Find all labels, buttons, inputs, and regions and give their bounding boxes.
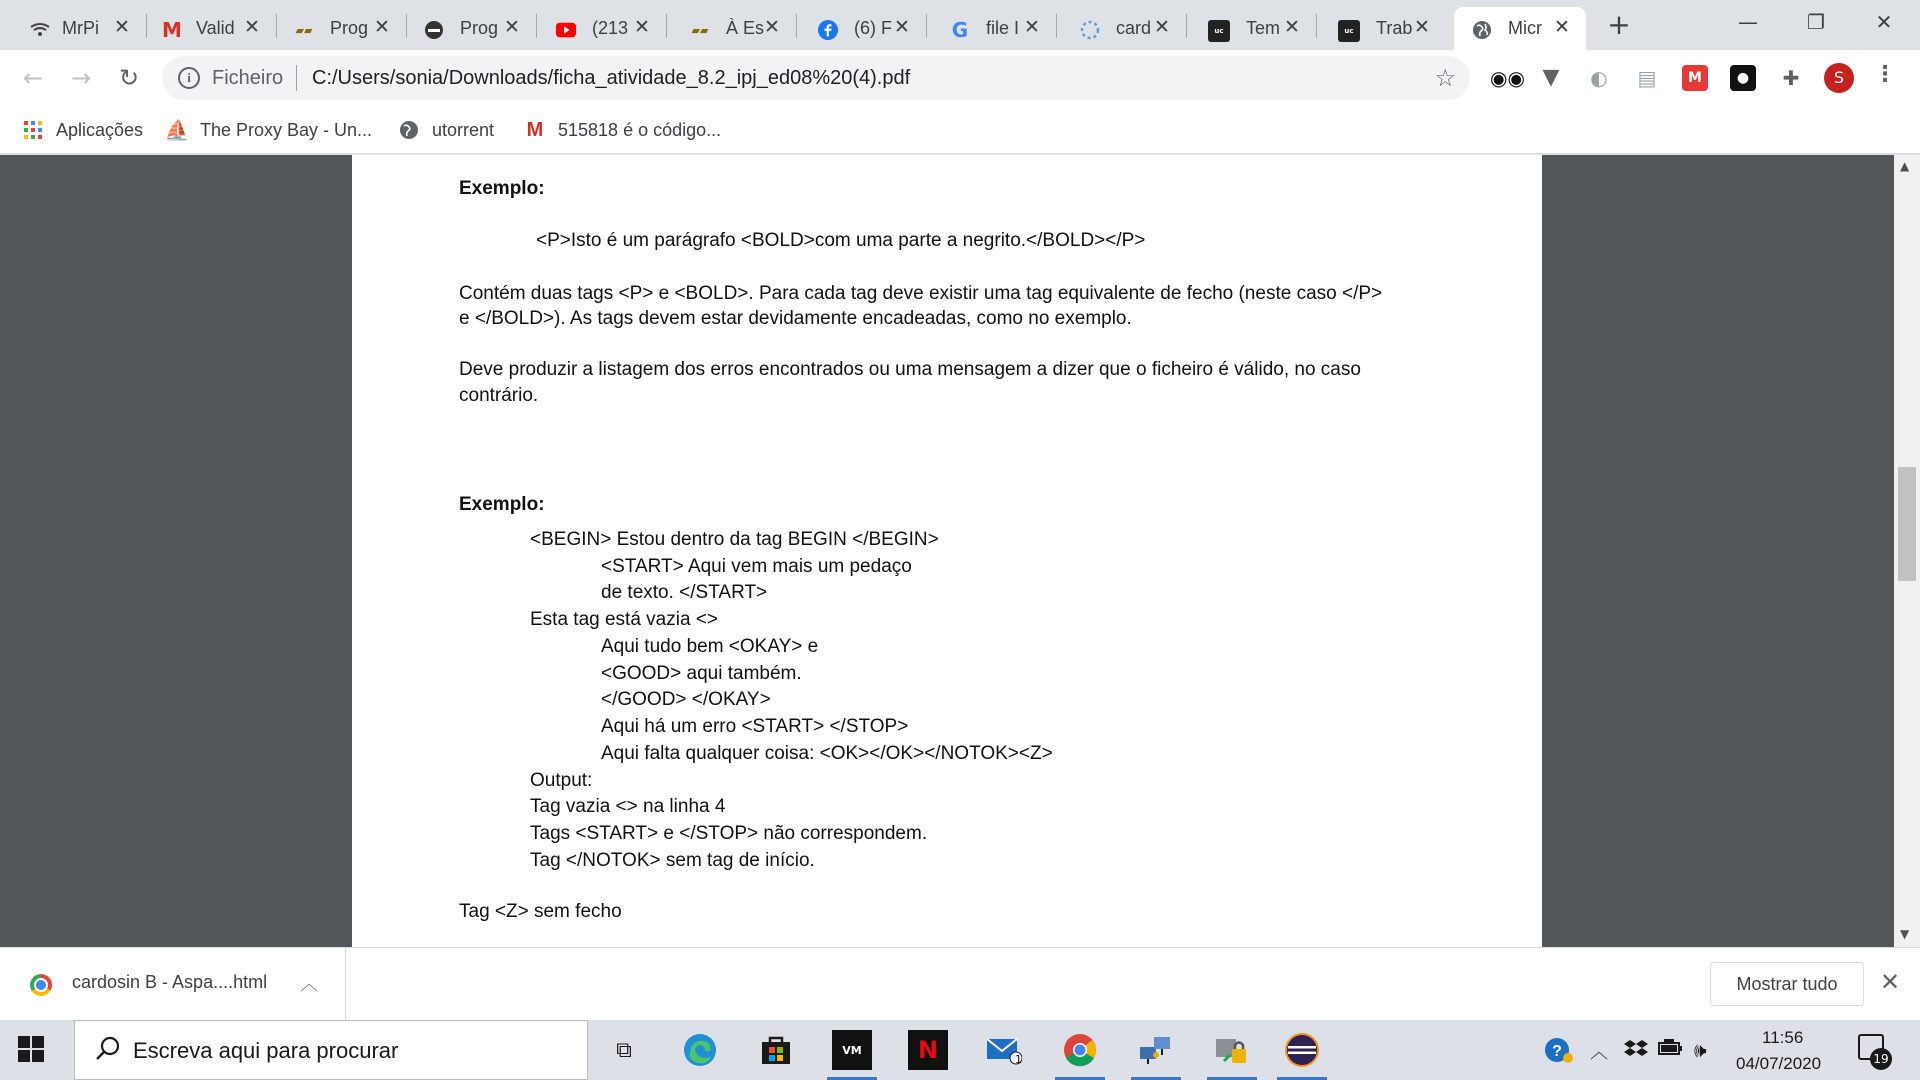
- bookmark-utorrent[interactable]: [398, 116, 494, 144]
- example-line: Aqui há um erro <START> </STOP>: [601, 716, 909, 737]
- bookmark-label: Aplicações: [56, 119, 144, 140]
- apps-grid-icon: [22, 119, 44, 141]
- bookmark-star-icon[interactable]: ☆: [1434, 64, 1456, 92]
- tab-title: À Es: [726, 18, 765, 38]
- notification-count: 19: [1870, 1048, 1892, 1070]
- uc-icon: uc: [1208, 20, 1230, 42]
- tab-title: Prog: [460, 18, 499, 38]
- filter-extension-icon[interactable]: ▼: [1538, 65, 1564, 91]
- tab-active-pdf[interactable]: [1454, 7, 1586, 50]
- download-file-name: cardosin B - Aspa....html: [72, 972, 268, 992]
- gmail-icon: M: [162, 18, 182, 42]
- close-window-button[interactable]: ✕: [1875, 10, 1893, 34]
- address-bar[interactable]: [162, 56, 1470, 100]
- tab-title: Valid: [196, 18, 235, 38]
- back-button[interactable]: ←: [22, 64, 44, 92]
- example-line: </GOOD> </OKAY>: [601, 689, 771, 710]
- document-extension-icon[interactable]: ▤: [1634, 65, 1660, 91]
- volume-icon[interactable]: 🕪: [1694, 1038, 1707, 1062]
- chevron-up-icon[interactable]: ︿: [300, 974, 318, 995]
- circle-extension-icon[interactable]: ◐: [1586, 65, 1612, 91]
- close-icon[interactable]: ✕: [1554, 16, 1570, 38]
- mail-badge: 1: [1015, 1053, 1022, 1066]
- chrome-icon[interactable]: [1060, 1030, 1100, 1070]
- example-line: <BEGIN> Estou dentro da tag BEGIN </BEGIN>: [530, 529, 939, 550]
- tab-title: Tem: [1246, 18, 1281, 38]
- store-icon[interactable]: [756, 1030, 796, 1070]
- loading-icon: [1080, 20, 1100, 40]
- tab-facebook[interactable]: [796, 7, 926, 50]
- eclipse-icon[interactable]: [1282, 1030, 1322, 1070]
- tab-title: file I: [986, 18, 1020, 38]
- code-line: <P>Isto é um parágrafo <BOLD>com uma parte a negrito.</BOLD></P>: [536, 230, 1146, 251]
- bookmarks-bar: [0, 106, 1920, 154]
- vertical-scrollbar[interactable]: [1894, 155, 1920, 947]
- paragraph-line: Contém duas tags <P> e <BOLD>. Para cada tag deve existir uma tag equivalente de fecho (neste caso </P>: [459, 283, 1383, 304]
- url-text[interactable]: C:/Users/sonia/Downloads/ficha_atividade_8.2_ipj_ed08%20(4).pdf: [312, 67, 911, 89]
- chrome-icon: [30, 974, 52, 996]
- reload-button[interactable]: ↻: [118, 64, 140, 92]
- maximize-button[interactable]: ❐: [1807, 10, 1825, 34]
- eyes-extension-icon[interactable]: ◉◉: [1490, 66, 1525, 90]
- tab-prog-1[interactable]: [276, 7, 406, 50]
- example-line: Aqui tudo bem <OKAY> e: [601, 636, 819, 657]
- globe-icon: [1472, 20, 1492, 40]
- edge-icon[interactable]: [680, 1030, 720, 1070]
- search-icon: [95, 1036, 121, 1069]
- taskbar-search-input[interactable]: [74, 1020, 588, 1080]
- gmail-icon: M: [526, 118, 544, 141]
- tab-title: Micr: [1508, 18, 1542, 38]
- tab-gmail-valid[interactable]: [146, 7, 276, 50]
- download-shelf: [0, 947, 1920, 1020]
- heading: Exemplo:: [459, 494, 545, 515]
- tab-trab[interactable]: [1316, 7, 1446, 50]
- bookmark-proxy-bay[interactable]: [166, 116, 372, 144]
- windows-taskbar: [0, 1020, 1920, 1080]
- scroll-up-icon[interactable]: ▲: [1900, 159, 1910, 173]
- tab-title: card: [1116, 18, 1152, 38]
- battery-icon[interactable]: [1658, 1038, 1684, 1063]
- tab-title: (6) F: [854, 18, 892, 38]
- close-icon[interactable]: ✕: [1284, 16, 1300, 38]
- keyhole-extension-icon[interactable]: ●: [1730, 65, 1756, 91]
- clock-date[interactable]: 04/07/2020: [1736, 1054, 1822, 1073]
- close-icon[interactable]: ✕: [634, 16, 650, 38]
- tab-strip: [0, 0, 1920, 50]
- close-icon[interactable]: ✕: [894, 16, 910, 38]
- new-tab-button[interactable]: +: [1607, 8, 1631, 41]
- toolbar: [0, 50, 1920, 106]
- close-icon[interactable]: ✕: [1154, 16, 1170, 38]
- tab-title: Trab: [1376, 18, 1413, 38]
- pdf-page: [352, 155, 1542, 947]
- windows-start-button[interactable]: [18, 1036, 44, 1062]
- close-icon[interactable]: ✕: [114, 16, 130, 38]
- close-icon[interactable]: ✕: [1880, 968, 1901, 996]
- tab-a-es[interactable]: [666, 7, 796, 50]
- close-icon[interactable]: ✕: [244, 16, 260, 38]
- divider: [296, 65, 297, 91]
- download-item[interactable]: [0, 948, 346, 1021]
- bookmark-label: 515818 é o código...: [558, 119, 722, 140]
- close-icon[interactable]: ✕: [764, 16, 780, 38]
- tab-cardosin[interactable]: [1056, 7, 1186, 50]
- show-all-button[interactable]: Mostrar tudo: [1710, 962, 1864, 1006]
- bookmark-label: utorrent: [432, 119, 495, 140]
- network-computers-icon[interactable]: [1136, 1030, 1176, 1070]
- close-icon[interactable]: ✕: [1024, 16, 1040, 38]
- tab-tem[interactable]: [1186, 7, 1316, 50]
- help-badge-icon[interactable]: [1544, 1036, 1574, 1069]
- tab-title: Prog: [330, 18, 369, 38]
- tab-mrpi[interactable]: [0, 7, 146, 50]
- example-line: Aqui falta qualquer coisa: <OK></OK></NOTOK><Z>: [601, 743, 1053, 764]
- example-line: Esta tag está vazia <>: [530, 609, 719, 630]
- example-line: Tags <START> e </STOP> não correspondem.: [530, 823, 928, 844]
- close-icon[interactable]: ✕: [1414, 16, 1430, 38]
- forward-button[interactable]: →: [70, 64, 92, 92]
- ue-logo-icon: ▰▰: [295, 23, 313, 37]
- mail-icon[interactable]: [984, 1030, 1024, 1070]
- netflix-icon[interactable]: N: [908, 1030, 948, 1070]
- tab-google-file[interactable]: [926, 7, 1056, 50]
- face-icon: [424, 20, 444, 40]
- bookmark-gmail-code[interactable]: [524, 116, 721, 144]
- youtube-icon: [556, 20, 576, 40]
- heading: Exemplo:: [459, 178, 545, 199]
- globe-icon: [398, 119, 420, 141]
- wifi-icon: [30, 20, 50, 40]
- paragraph-line: Deve produzir a listagem dos erros encontrados ou uma mensagem a dizer que o ficheiro é válido, no caso: [459, 359, 1361, 380]
- tab-youtube[interactable]: [536, 7, 666, 50]
- paragraph-line: Tag <Z> sem fecho: [459, 901, 622, 922]
- bookmark-apps[interactable]: [22, 116, 143, 144]
- paragraph-line: contrário.: [459, 385, 539, 406]
- dropbox-icon[interactable]: [1624, 1038, 1648, 1065]
- puzzle-extensions-icon[interactable]: ✚: [1778, 65, 1804, 91]
- example-line: Output:: [530, 770, 593, 791]
- example-line: Tag vazia <> na linha 4: [530, 796, 726, 817]
- ue-logo-icon: ▰▰: [691, 23, 709, 37]
- close-icon[interactable]: ✕: [504, 16, 520, 38]
- chevron-up-icon[interactable]: ︿: [1590, 1042, 1608, 1063]
- example-line: <GOOD> aqui também.: [601, 663, 802, 684]
- facebook-icon: [818, 20, 838, 40]
- menu-icon[interactable]: ⋮: [1874, 62, 1896, 87]
- google-icon: G: [951, 18, 969, 42]
- uc-icon: uc: [1338, 20, 1360, 42]
- tab-title: (213: [592, 18, 629, 38]
- pirate-ship-icon: ⛵: [164, 119, 190, 142]
- minimize-button[interactable]: —: [1738, 10, 1758, 34]
- pdf-viewer: [0, 155, 1920, 947]
- scroll-thumb[interactable]: [1898, 467, 1916, 581]
- mendeley-extension-icon[interactable]: M: [1682, 65, 1708, 91]
- example-line: Tag </NOTOK> sem tag de início.: [530, 850, 815, 871]
- paragraph-line: e </BOLD>). As tags devem estar devidamente encadeadas, como no exemplo.: [459, 308, 1132, 329]
- example-line: <START> Aqui vem mais um pedaço: [601, 556, 912, 577]
- tab-prog-2[interactable]: [406, 7, 536, 50]
- vpn-lock-icon[interactable]: [1212, 1030, 1252, 1070]
- example-line: de texto. </START>: [601, 582, 768, 603]
- close-icon[interactable]: ✕: [374, 16, 390, 38]
- task-view-icon[interactable]: ⧉: [616, 1037, 632, 1063]
- vmware-icon[interactable]: VM: [832, 1030, 872, 1070]
- bookmark-label: The Proxy Bay - Un...: [200, 119, 373, 140]
- info-icon[interactable]: i: [178, 67, 200, 89]
- svg-text:?: ?: [1552, 1043, 1562, 1060]
- scroll-down-icon[interactable]: ▼: [1900, 927, 1910, 941]
- scheme-label: Ficheiro: [212, 67, 284, 89]
- profile-avatar[interactable]: S: [1824, 63, 1854, 93]
- search-placeholder: Escreva aqui para procurar: [133, 1038, 399, 1063]
- tab-title: MrPi: [62, 18, 99, 38]
- clock-time[interactable]: 11:56: [1762, 1028, 1804, 1047]
